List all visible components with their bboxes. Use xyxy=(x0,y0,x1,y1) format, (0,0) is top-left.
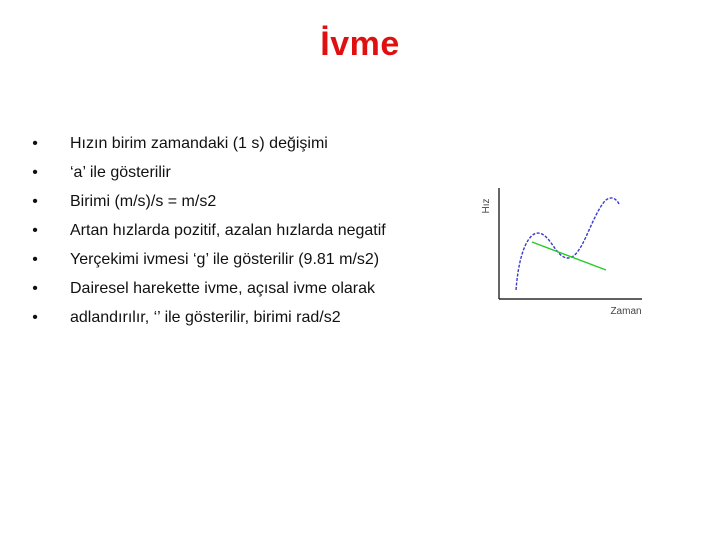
bullet-dot: • xyxy=(32,193,38,210)
bullet-text: adlandırılır, ‘’ ile gösterilir, birimi rad/s2 xyxy=(70,309,341,326)
bullet-text: Artan hızlarda pozitif, azalan hızlarda negatif xyxy=(70,222,386,239)
bullet-item xyxy=(28,129,468,158)
bullet-text: Hızın birim zamandaki (1 s) değişimi xyxy=(70,135,328,152)
bullet-item xyxy=(28,303,468,332)
bullet-item xyxy=(28,245,468,274)
bullet-dot: • xyxy=(32,251,38,268)
bullet-text: ‘a’ ile gösterilir xyxy=(70,164,171,181)
bullet-dot: • xyxy=(32,164,38,181)
velocity-curve xyxy=(516,198,619,290)
bullet-dot: • xyxy=(32,222,38,239)
velocity-time-graph xyxy=(472,178,662,323)
bullet-item xyxy=(28,216,468,245)
bullet-item xyxy=(28,274,468,303)
bullet-dot: • xyxy=(32,309,38,326)
bullet-text: Dairesel harekette ivme, açısal ivme olarak xyxy=(70,280,376,297)
x-axis-label: Zaman xyxy=(610,306,642,317)
bullet-dot: • xyxy=(32,280,38,297)
y-axis-label: Hız xyxy=(481,198,492,214)
bullet-list xyxy=(28,129,468,332)
bullet-text: Birimi (m/s)/s = m/s2 xyxy=(70,193,217,210)
bullet-dot: • xyxy=(32,135,38,152)
bullet-item xyxy=(28,158,468,187)
bullet-text: Yerçekimi ivmesi ‘g’ ile gösterilir (9.81 m/s2) xyxy=(70,251,380,268)
slide-title: İvme xyxy=(320,25,400,63)
bullet-item xyxy=(28,187,468,216)
tangent-line xyxy=(532,242,606,270)
